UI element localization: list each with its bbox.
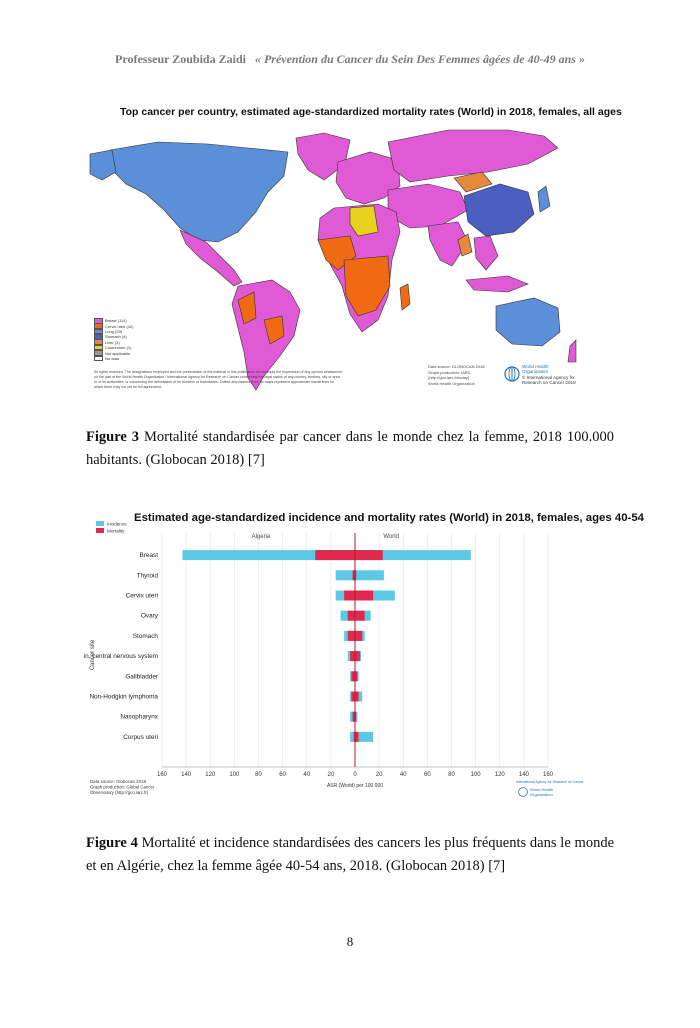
world-map [88,100,576,412]
x-tick-label: 140 [518,772,529,778]
category-label: Non-Hodgkin lymphoma [89,693,158,701]
logo-line: © International Agency for [522,374,575,380]
source-line: World Health Organization [428,380,475,386]
incidence-mortality-chart [83,505,645,805]
bar-mortality-algeria [348,611,355,621]
caption-text: Mortalité standardisée par cancer dans le monde chez la femme, 2018 100.000 habitants. (Globocan 2018) [7] [86,429,615,468]
bar-mortality-algeria [315,550,355,560]
bar-mortality-world [355,732,359,742]
x-tick-label: 120 [494,772,505,778]
x-tick-label: 140 [181,772,192,778]
legend-label: Colorectum (1) [105,345,132,351]
running-header [0,52,700,67]
figure-3-map [88,100,622,412]
x-tick-label: 40 [399,772,407,778]
bar-mortality-world [355,550,383,560]
bar-incidence-algeria [336,570,355,580]
legend-swatch [94,356,103,362]
bar-mortality-algeria [344,591,355,601]
x-tick-label: 40 [303,772,311,778]
category-label: Ovary [140,612,158,620]
category-label: Nasopharynx [120,713,158,721]
source-line: Data source: GLOBOCAN 2018 [428,364,485,369]
legend-swatch [96,521,104,526]
caption-label: Figure 4 [86,835,138,851]
x-tick-label: 120 [205,772,216,778]
category-label: Gallbladder [125,673,158,681]
footer-left-line: Data source: Globocan 2018 [90,779,146,784]
category-label: Corpus uteri [123,733,158,741]
legend-label: Liver (3) [105,339,120,345]
x-tick-label: 100 [229,772,240,778]
legend-label: Lung (29) [105,328,123,334]
legend-label: Mortality [107,528,125,534]
caption-text: Mortalité et incidence standardisées des cancers les plus fréquents dans le monde et en Algérie, chez la femme âgée 40-54 ans, 2018. (Globocan 2018) [7] [86,835,614,874]
footer-left-line: Observatory (http://gco.iarc.fr) [90,789,149,795]
bar-incidence-world [355,570,384,580]
legend-label: Breast (114) [105,318,127,324]
footer-left-line: Graph production: Global Cancer [90,784,155,790]
legend-label: Incidence [107,521,127,527]
map-legend [94,318,164,361]
bar-mortality-algeria [351,692,355,702]
page-number: 8 [346,934,354,949]
legend-item [94,356,164,361]
map-source [428,364,484,386]
figure-4-caption [86,832,614,878]
x-tick-label: 60 [424,772,431,778]
source-line: Graph production: IARC [428,369,471,375]
who-emblem-icon [519,788,528,797]
y-axis-title: Cancer site [90,639,96,671]
bar-mortality-algeria [351,671,355,681]
figure-3-caption [86,426,614,472]
figure-4-chart [83,505,645,805]
legend-label: Cervix uteri (42) [105,323,134,329]
caption-label: Figure 3 [86,429,140,445]
bar-mortality-world [355,692,359,702]
bar-mortality-algeria [348,631,355,641]
x-tick-label: 20 [327,772,335,778]
disclaimer-line: All rights reserved. The designations employed and the presentation of the material in this publication do not imply the expression of any opinion whatsoever [94,370,343,374]
legend-swatch [96,528,104,533]
x-axis-title: ASR (World) per 100 000 [326,783,384,789]
x-tick-label: 160 [542,772,554,778]
x-tick-label: 20 [375,772,383,778]
bar-mortality-world [355,591,373,601]
footer-right-line: Organization [530,792,553,797]
legend-label: No data [105,355,120,361]
bar-mortality-world [355,651,360,661]
footer-right-line: World Health [530,787,554,792]
disclaimer-line: on the part of the World Health Organization / International Agency for Research on Cancer concerning the legal status of any country, territory, city or area [94,375,340,379]
legend-label: Not applicable [105,350,131,356]
panel-label-algeria: Algeria [251,534,271,540]
header-author: Professeur Zoubida Zaidi [115,52,246,66]
category-label: Thyroid [136,572,158,580]
map-disclaimer [94,370,424,390]
footer-right-line: International Agency for Research on Cancer [516,780,584,784]
panel-label-world: World [383,534,399,540]
header-title: « Prévention du Cancer du Sein Des Femmes âgées de 40-49 ans » [254,52,585,66]
x-tick-label: 60 [279,772,286,778]
x-tick-label: 160 [156,772,168,778]
x-tick-label: 100 [470,772,481,778]
map-title: Top cancer per country, estimated age-standardized mortality rates (World) in 2018, females, all ages [120,106,622,118]
category-label: Breast [139,552,158,560]
bar-mortality-algeria [350,651,355,661]
bar-mortality-world [355,631,362,641]
category-label: in, central nervous system [83,653,158,661]
legend-label: Stomach (4) [105,334,127,340]
logo-line: World Health [522,364,549,369]
source-line: (http://gco.iarc.fr/today) [428,375,470,380]
x-tick-label: 80 [448,772,455,778]
x-tick-label: 0 [353,772,357,778]
chart-title: Estimated age-standardized incidence and mortality rates (World) in 2018, females, ages 40-54 [134,512,645,524]
disclaimer-line: which there may not yet be full agreement. [94,385,162,389]
logo-line: Research on Cancer 2018 [522,380,576,386]
who-emblem-icon [504,366,520,382]
category-label: Stomach [132,632,158,640]
x-tick-label: 80 [255,772,262,778]
category-label: Cervix uteri [125,592,158,600]
bar-mortality-world [355,611,365,621]
disclaimer-line: or of its authorities, or concerning the delimitation of its frontiers or boundaries. Dotted and dashed lines on maps represent approximate borderlines for [94,380,335,384]
logo-line: Organization [522,369,549,375]
